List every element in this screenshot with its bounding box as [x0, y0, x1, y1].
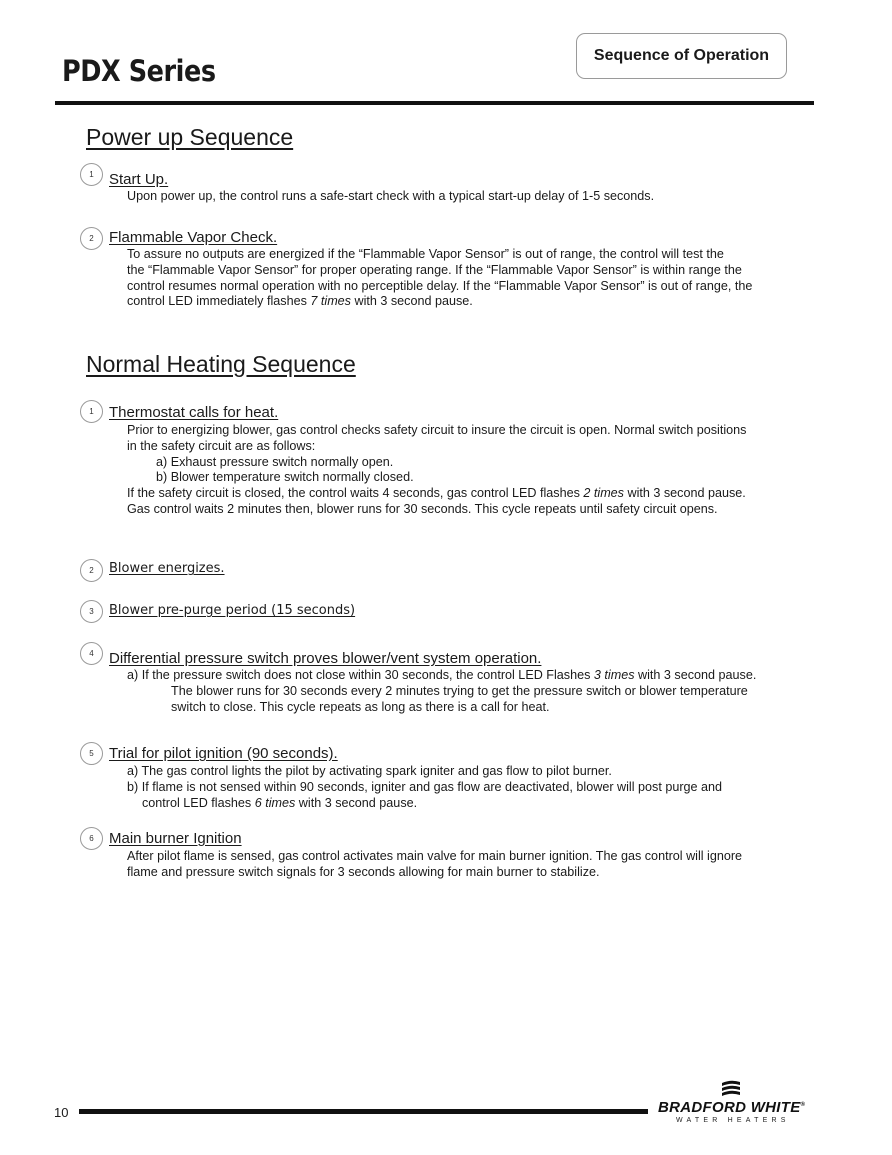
step-number-circle: 2 [80, 559, 103, 582]
header-rule [55, 101, 814, 105]
text-fragment: with 3 second pause. [623, 486, 746, 501]
power-up-heading: Power up Sequence [86, 124, 294, 150]
emphasis: 7 times [310, 294, 351, 309]
section-tab: Sequence of Operation [576, 33, 787, 79]
text-line [127, 796, 722, 812]
text-line: a) The gas control lights the pilot by activating spark igniter and gas flow to pilot burner. [127, 764, 612, 778]
step-number-circle: 3 [80, 600, 103, 623]
step-title: Differential pressure switch proves blower/vent system operation. [109, 650, 542, 667]
text-line: a) Exhaust pressure switch normally open. [156, 454, 394, 469]
text-fragment: If the safety circuit is closed, the control waits 4 seconds, gas control LED flashes [127, 486, 584, 501]
step-text-block [127, 764, 722, 811]
text-line: b) If flame is not sensed within 90 seconds, igniter and gas flow are deactivated, blower will post purge and [127, 779, 723, 794]
registered-mark: ® [800, 1102, 806, 1108]
text-line: flame and pressure switch signals for 3 seconds allowing for main burner to stabilize. [127, 864, 600, 879]
text-line: After pilot flame is sensed, gas control activates main valve for main burner ignition. The gas control will ignore [127, 849, 743, 863]
emphasis: 6 times [254, 795, 296, 810]
text-line: b) Blower temperature switch normally closed. [156, 470, 414, 485]
text-line [127, 294, 752, 310]
text-fragment: control LED immediately flashes [127, 294, 311, 309]
text-line: Gas control waits 2 minutes then, blower runs for 30 seconds. This cycle repeats until safety circuit opens. [127, 501, 718, 516]
text-line: the “Flammable Vapor Sensor” for proper operating range. If the “Flammable Vapor Sensor” is within range the [127, 262, 742, 277]
page-number: 10 [54, 1105, 69, 1120]
step-number-circle: 1 [80, 400, 103, 423]
text-line: switch to close. This cycle repeats as long as there is a call for heat. [171, 699, 550, 714]
text-fragment: control LED flashes [142, 795, 255, 810]
step-text-block [127, 423, 746, 518]
logo-name: BRADFORD WHITE [658, 1099, 801, 1116]
text-line [127, 668, 756, 684]
footer-rule [79, 1109, 648, 1114]
step-number-circle: 2 [80, 227, 103, 250]
text-fragment: with 3 second pause. [634, 668, 757, 682]
step-number-circle: 1 [80, 163, 103, 186]
step-number-circle: 5 [80, 742, 103, 765]
step-title: Thermostat calls for heat. [109, 404, 279, 421]
step-title: Blower pre-purge period (15 seconds) [109, 603, 356, 618]
step-title: Trial for pilot ignition (90 seconds). [109, 745, 338, 762]
text-line [127, 486, 746, 502]
logo-subtext: WATER HEATERS [676, 1117, 790, 1124]
text-line: control resumes normal operation with no perceptible delay. If the “Flammable Vapor Sensor” is out of range, the [127, 278, 753, 293]
logo-mark-icon [719, 1079, 743, 1099]
text-fragment: with 3 second pause. [295, 795, 418, 810]
step-number-circle: 6 [80, 827, 103, 850]
text-line: in the safety circuit are as follows: [127, 438, 316, 453]
text-line: Prior to energizing blower, gas control checks safety circuit to insure the circuit is open. Normal switch positions [127, 423, 747, 437]
series-title: PDX Series [62, 54, 216, 88]
step-text-block [127, 247, 752, 310]
text-fragment: with 3 second pause. [350, 294, 473, 309]
normal-heating-heading: Normal Heating Sequence [86, 351, 356, 377]
step-number-circle: 4 [80, 642, 103, 665]
emphasis: 2 times [583, 486, 624, 501]
step-title: Main burner Ignition [109, 830, 242, 847]
emphasis: 3 times [593, 668, 635, 682]
bradford-white-logo [652, 1079, 812, 1127]
text-fragment: a) If the pressure switch does not close within 30 seconds, the control LED Flashes [127, 668, 594, 682]
step-text-block [127, 668, 756, 715]
step-title: Blower energizes. [109, 561, 225, 576]
text-line: To assure no outputs are energized if the “Flammable Vapor Sensor” is out of range, the control will test the [127, 247, 724, 261]
step-text: Upon power up, the control runs a safe-start check with a typical start-up delay of 1-5 seconds. [127, 189, 655, 203]
step-text-block [127, 849, 742, 881]
text-line: The blower runs for 30 seconds every 2 minutes trying to get the pressure switch or blower temperature [171, 683, 748, 698]
logo-wordmark [658, 1099, 805, 1116]
step-title: Flammable Vapor Check. [109, 229, 278, 246]
step-title: Start Up. [109, 171, 169, 188]
